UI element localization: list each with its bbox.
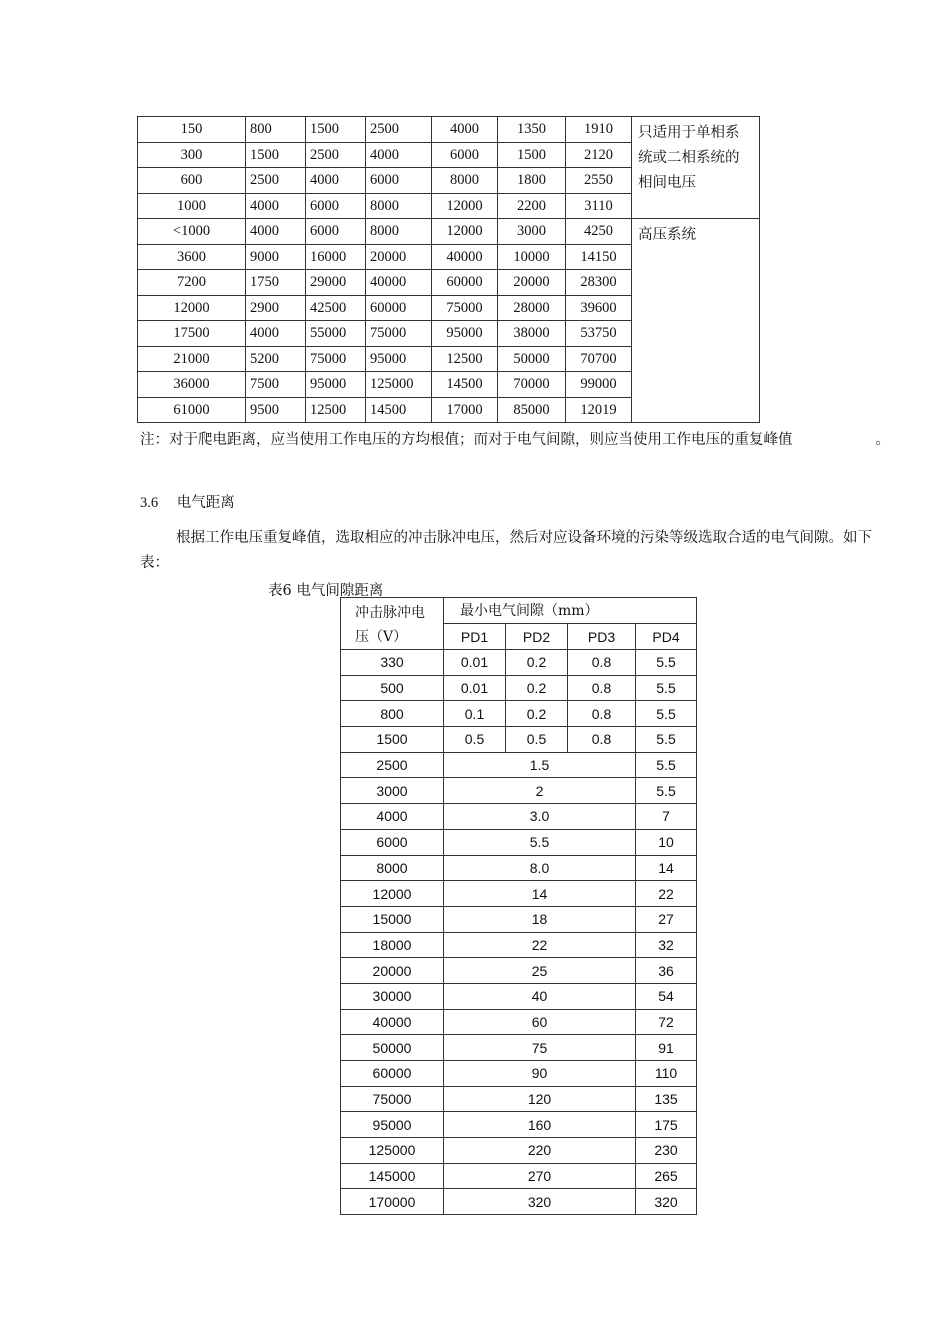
table-cell: 2500 (246, 168, 306, 194)
table-cell: 300 (138, 142, 246, 168)
table-cell: 10 (636, 829, 697, 855)
table-cell: 8000 (366, 193, 432, 219)
table-cell: 18 (444, 906, 636, 932)
table-cell: 21000 (138, 346, 246, 372)
table-cell: 4250 (566, 219, 632, 245)
table-note-text: 注：对于爬电距离，应当使用工作电压的方均根值；而对于电气间隙，则应当使用工作电压的重复峰值 (140, 432, 793, 448)
table-cell: <1000 (138, 219, 246, 245)
table-row (341, 1138, 697, 1164)
voltage-table (137, 116, 760, 423)
section-title: 电气距离 (176, 495, 235, 511)
table-cell: 8.0 (444, 855, 636, 881)
table-cell: 60000 (432, 270, 498, 296)
table-cell: 28300 (566, 270, 632, 296)
table-cell: 1750 (246, 270, 306, 296)
table-row (341, 881, 697, 907)
table-cell: 3110 (566, 193, 632, 219)
table-cell: 3000 (341, 778, 444, 804)
table-cell: 75000 (306, 346, 366, 372)
header-min-clearance: 最小电气间隙（mm） (444, 598, 697, 624)
table-cell: 5.5 (636, 778, 697, 804)
table-cell: 3.0 (444, 804, 636, 830)
table-cell: 5.5 (636, 701, 697, 727)
table-cell: 38000 (498, 321, 566, 347)
table-row (138, 117, 760, 143)
table-cell: 40 (444, 983, 636, 1009)
table-cell: 160 (444, 1112, 636, 1138)
table-cell: 40000 (432, 244, 498, 270)
table-cell: 2120 (566, 142, 632, 168)
table-cell: 0.1 (444, 701, 506, 727)
table-cell: 12000 (432, 193, 498, 219)
table-cell: 7500 (246, 372, 306, 398)
section-number: 3.6 (140, 495, 159, 511)
table-row (341, 958, 697, 984)
table-cell: 72 (636, 1009, 697, 1035)
table-cell: 600 (138, 168, 246, 194)
table-cell: 36 (636, 958, 697, 984)
table-cell: 0.8 (568, 727, 636, 753)
table-cell: 60 (444, 1009, 636, 1035)
table-cell: 12000 (341, 881, 444, 907)
table-cell: 320 (636, 1189, 697, 1215)
header-impulse-voltage: 冲击脉冲电压（V） (341, 598, 444, 650)
table-row (341, 1112, 697, 1138)
table-cell: 12500 (432, 346, 498, 372)
table-cell: 60000 (366, 295, 432, 321)
table-cell: 800 (341, 701, 444, 727)
table-cell: 120 (444, 1086, 636, 1112)
table-cell: 25 (444, 958, 636, 984)
table-cell: 3600 (138, 244, 246, 270)
table-cell: 170000 (341, 1189, 444, 1215)
table-cell: 175 (636, 1112, 697, 1138)
table-cell: 8000 (366, 219, 432, 245)
table-cell: 230 (636, 1138, 697, 1164)
table-cell: 3000 (498, 219, 566, 245)
table-cell: 265 (636, 1163, 697, 1189)
table-cell: 61000 (138, 397, 246, 423)
table-cell: 1500 (341, 727, 444, 753)
table-row (341, 778, 697, 804)
table-cell: 0.5 (506, 727, 568, 753)
table-cell: 40000 (341, 1009, 444, 1035)
table-cell: 2500 (306, 142, 366, 168)
table-cell: 27 (636, 906, 697, 932)
table-cell: 90 (444, 1061, 636, 1087)
table-row (341, 983, 697, 1009)
table-cell: 2 (444, 778, 636, 804)
table-cell: 1910 (566, 117, 632, 143)
table-cell: 5.5 (636, 675, 697, 701)
table-cell: 135 (636, 1086, 697, 1112)
table-cell: 4000 (432, 117, 498, 143)
table-cell: 50000 (498, 346, 566, 372)
table-row (341, 932, 697, 958)
table-cell: 22 (444, 932, 636, 958)
table-cell: 0.8 (568, 675, 636, 701)
table-cell: 0.2 (506, 675, 568, 701)
table-cell: 60000 (341, 1061, 444, 1087)
table-cell: 17500 (138, 321, 246, 347)
table-cell: 320 (444, 1189, 636, 1215)
table-cell: 75000 (432, 295, 498, 321)
table-cell: 125000 (341, 1138, 444, 1164)
table-cell: 500 (341, 675, 444, 701)
table-cell: 125000 (366, 372, 432, 398)
table-cell: 5.5 (444, 829, 636, 855)
table-cell: 70000 (498, 372, 566, 398)
table-cell: 40000 (366, 270, 432, 296)
table-cell: 4000 (246, 193, 306, 219)
table-cell: 32 (636, 932, 697, 958)
table-cell: 5.5 (636, 752, 697, 778)
table-cell: 2900 (246, 295, 306, 321)
table-cell: 4000 (246, 219, 306, 245)
table-cell: 1500 (498, 142, 566, 168)
table-cell: 95000 (432, 321, 498, 347)
table-header-row (341, 598, 697, 624)
table-cell: 9500 (246, 397, 306, 423)
table-cell: 20000 (498, 270, 566, 296)
header-pd1: PD1 (444, 624, 506, 650)
table-cell: 53750 (566, 321, 632, 347)
table-cell: 10000 (498, 244, 566, 270)
table-cell: 5.5 (636, 650, 697, 676)
table-cell: 1800 (498, 168, 566, 194)
table-caption: 表6 电气间隙距离 (268, 583, 384, 599)
table-cell: 20000 (366, 244, 432, 270)
table-cell: 220 (444, 1138, 636, 1164)
table-row (341, 675, 697, 701)
table-row (341, 727, 697, 753)
table-cell: 85000 (498, 397, 566, 423)
table-cell: 6000 (341, 829, 444, 855)
body-paragraph: 根据工作电压重复峰值，选取相应的冲击脉冲电压，然后对应设备环境的污染等级选取合适的电气间隙。如下表： (140, 530, 872, 571)
table-cell: 70700 (566, 346, 632, 372)
table-cell: 50000 (341, 1035, 444, 1061)
table-cell: 0.8 (568, 650, 636, 676)
table-cell: 5200 (246, 346, 306, 372)
table-cell: 1350 (498, 117, 566, 143)
table-cell: 1000 (138, 193, 246, 219)
table-row (341, 752, 697, 778)
section-heading (140, 491, 235, 512)
table-cell: 0.2 (506, 650, 568, 676)
table-cell: 0.01 (444, 675, 506, 701)
table-note (140, 428, 900, 453)
table-row (341, 1009, 697, 1035)
table-row (138, 219, 760, 245)
table-cell: 14500 (366, 397, 432, 423)
table-cell: 95000 (306, 372, 366, 398)
table-cell: 12019 (566, 397, 632, 423)
note-high-voltage: 高压系统 (632, 219, 760, 423)
table-row (341, 1086, 697, 1112)
table-cell: 2200 (498, 193, 566, 219)
table-cell: 55000 (306, 321, 366, 347)
table-cell: 17000 (432, 397, 498, 423)
table-cell: 270 (444, 1163, 636, 1189)
header-pd4: PD4 (636, 624, 697, 650)
table-row (341, 1035, 697, 1061)
table-cell: 800 (246, 117, 306, 143)
header-pd3: PD3 (568, 624, 636, 650)
table-row (341, 829, 697, 855)
table-cell: 39600 (566, 295, 632, 321)
table-cell: 12500 (306, 397, 366, 423)
table-cell: 28000 (498, 295, 566, 321)
table-cell: 0.8 (568, 701, 636, 727)
table-row (341, 650, 697, 676)
table-cell: 30000 (341, 983, 444, 1009)
table-cell: 36000 (138, 372, 246, 398)
table-cell: 14500 (432, 372, 498, 398)
table-cell: 75000 (366, 321, 432, 347)
table-cell: 95000 (366, 346, 432, 372)
table-cell: 110 (636, 1061, 697, 1087)
table-row (341, 1061, 697, 1087)
table-cell: 6000 (306, 193, 366, 219)
note-single-phase: 只适用于单相系统或二相系统的相间电压 (632, 117, 760, 219)
table-cell: 6000 (366, 168, 432, 194)
table-cell: 75000 (341, 1086, 444, 1112)
voltage-table-body (138, 117, 760, 423)
table-cell: 20000 (341, 958, 444, 984)
table-cell: 95000 (341, 1112, 444, 1138)
table-cell: 91 (636, 1035, 697, 1061)
table-cell: 14150 (566, 244, 632, 270)
table-cell: 1500 (306, 117, 366, 143)
table-cell: 75 (444, 1035, 636, 1061)
table-cell: 12000 (138, 295, 246, 321)
table-cell: 4000 (306, 168, 366, 194)
table-cell: 2500 (341, 752, 444, 778)
table-cell: 29000 (306, 270, 366, 296)
table-cell: 2550 (566, 168, 632, 194)
table-cell: 4000 (366, 142, 432, 168)
table-cell: 14 (636, 855, 697, 881)
table-cell: 1500 (246, 142, 306, 168)
table-cell: 9000 (246, 244, 306, 270)
table-cell: 150 (138, 117, 246, 143)
table-cell: 8000 (341, 855, 444, 881)
table-cell: 14 (444, 881, 636, 907)
table-note-tail: 。 (875, 432, 890, 448)
header-pd2: PD2 (506, 624, 568, 650)
table-cell: 54 (636, 983, 697, 1009)
table-row (341, 1163, 697, 1189)
table-cell: 0.5 (444, 727, 506, 753)
table-row (341, 906, 697, 932)
table-row (341, 1189, 697, 1215)
table-cell: 99000 (566, 372, 632, 398)
table-cell: 16000 (306, 244, 366, 270)
table-cell: 18000 (341, 932, 444, 958)
table-cell: 15000 (341, 906, 444, 932)
clearance-table (340, 597, 697, 1215)
clearance-table-body (341, 598, 697, 1215)
table-cell: 22 (636, 881, 697, 907)
table-cell: 5.5 (636, 727, 697, 753)
table-cell: 1.5 (444, 752, 636, 778)
table-cell: 330 (341, 650, 444, 676)
table-cell: 6000 (306, 219, 366, 245)
table-cell: 12000 (432, 219, 498, 245)
table-row (341, 855, 697, 881)
table-cell: 7 (636, 804, 697, 830)
table-row (341, 804, 697, 830)
table-cell: 0.01 (444, 650, 506, 676)
table-cell: 8000 (432, 168, 498, 194)
table-cell: 42500 (306, 295, 366, 321)
table-cell: 0.2 (506, 701, 568, 727)
table-cell: 4000 (246, 321, 306, 347)
table-row (341, 701, 697, 727)
table-cell: 7200 (138, 270, 246, 296)
table-cell: 145000 (341, 1163, 444, 1189)
table-cell: 2500 (366, 117, 432, 143)
table-cell: 6000 (432, 142, 498, 168)
table-cell: 4000 (341, 804, 444, 830)
